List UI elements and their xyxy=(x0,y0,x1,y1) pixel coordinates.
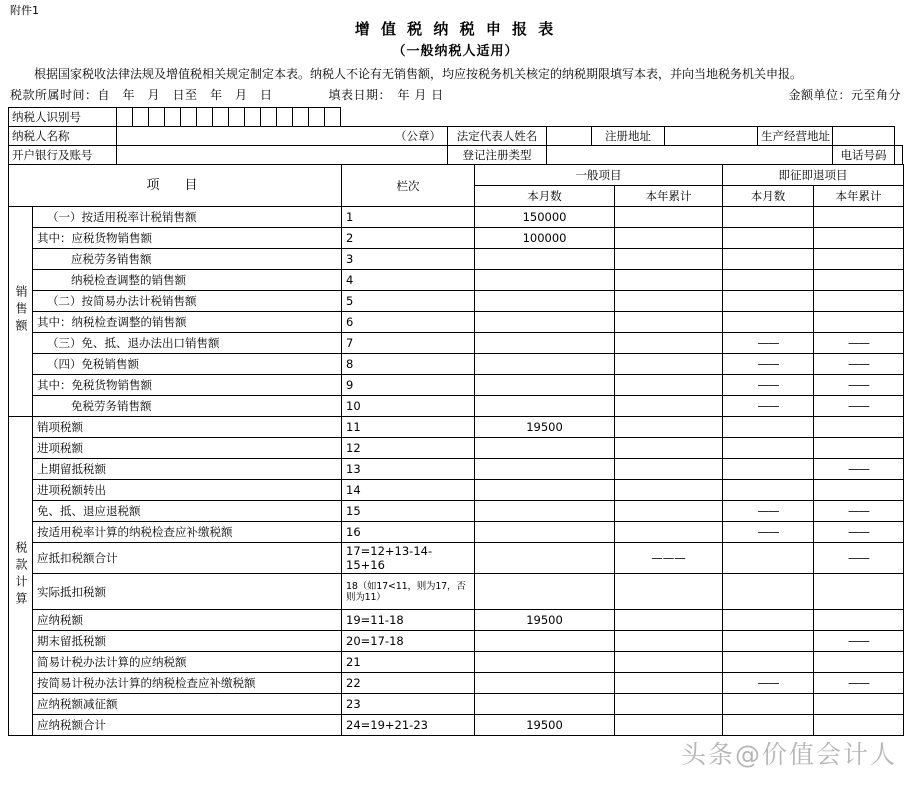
taxpayer-id-box[interactable] xyxy=(197,108,213,127)
table-row xyxy=(9,375,904,396)
cell-refund-year[interactable]: —— xyxy=(814,673,904,694)
cell-general-year[interactable] xyxy=(615,270,723,291)
bank-account-label: 开户银行及账号 xyxy=(9,146,117,165)
cell-refund-month[interactable]: —— xyxy=(723,333,814,354)
side-label-sales-text: 销售额 xyxy=(14,284,28,336)
cell-refund-year[interactable] xyxy=(814,312,904,333)
bank-account-field[interactable] xyxy=(117,146,448,165)
cell-general-year[interactable] xyxy=(615,522,723,543)
row-line-number: 10 xyxy=(342,396,475,417)
cell-general-month[interactable] xyxy=(475,574,615,610)
row-line-number: 7 xyxy=(342,333,475,354)
cell-general-month[interactable] xyxy=(475,312,615,333)
cell-general-month[interactable]: 19500 xyxy=(475,715,615,736)
cell-general-month[interactable] xyxy=(475,694,615,715)
cell-general-year[interactable] xyxy=(615,673,723,694)
row-item-label: 按适用税率计算的纳税检查应补缴税额 xyxy=(33,522,342,543)
row-item-label: 应税劳务销售额 xyxy=(33,249,342,270)
phone-label: 电话号码 xyxy=(833,146,895,165)
cell-general-year[interactable] xyxy=(615,574,723,610)
cell-general-year[interactable] xyxy=(615,501,723,522)
tax-calculation-section xyxy=(9,417,904,736)
table-row xyxy=(9,459,904,480)
table-row xyxy=(9,673,904,694)
taxpayer-name-label: 纳税人名称 xyxy=(9,127,117,146)
row-line-number: 6 xyxy=(342,312,475,333)
table-row xyxy=(9,249,904,270)
cell-general-month[interactable]: 19500 xyxy=(475,610,615,631)
bank-account-row xyxy=(9,146,903,165)
table-row xyxy=(9,631,904,652)
cell-general-year[interactable] xyxy=(615,354,723,375)
cell-refund-month[interactable]: —— xyxy=(723,375,814,396)
cell-general-year[interactable] xyxy=(615,228,723,249)
taxpayer-id-box[interactable] xyxy=(149,108,165,127)
cell-general-year[interactable] xyxy=(615,610,723,631)
taxpayer-id-box[interactable] xyxy=(325,108,341,127)
cell-general-month[interactable] xyxy=(475,480,615,501)
cell-refund-month[interactable] xyxy=(723,543,814,574)
cell-general-month[interactable] xyxy=(475,249,615,270)
row-line-number: 19=11-18 xyxy=(342,610,475,631)
taxpayer-id-box[interactable] xyxy=(293,108,309,127)
cell-refund-month[interactable] xyxy=(723,249,814,270)
row-line-number: 9 xyxy=(342,375,475,396)
legal-rep-field[interactable] xyxy=(547,127,592,146)
side-label-sales xyxy=(9,207,33,417)
table-row xyxy=(9,543,904,574)
row-item-label: 应纳税额 xyxy=(33,610,342,631)
row-line-number: 13 xyxy=(342,459,475,480)
cell-refund-month[interactable] xyxy=(723,480,814,501)
row-line-number: 15 xyxy=(342,501,475,522)
cell-refund-month[interactable] xyxy=(723,652,814,673)
cell-general-month[interactable] xyxy=(475,354,615,375)
row-item-label: 其中：应税货物销售额 xyxy=(33,228,342,249)
taxpayer-id-trailing-space xyxy=(341,108,895,127)
cell-general-month[interactable]: 150000 xyxy=(475,207,615,228)
cell-refund-month[interactable] xyxy=(723,631,814,652)
cell-general-year[interactable] xyxy=(615,652,723,673)
cell-refund-year[interactable]: —— xyxy=(814,501,904,522)
row-item-label: 实际抵扣税额 xyxy=(33,574,342,610)
table-row xyxy=(9,354,904,375)
row-line-number: 20=17-18 xyxy=(342,631,475,652)
row-line-number: 12 xyxy=(342,438,475,459)
cell-refund-year[interactable] xyxy=(814,291,904,312)
amount-unit-label: 金额单位：元至角分 xyxy=(788,88,901,102)
taxpayer-id-box[interactable] xyxy=(165,108,181,127)
table-row xyxy=(9,652,904,673)
row-item-label: 应纳税额减征额 xyxy=(33,694,342,715)
taxpayer-id-box[interactable] xyxy=(117,108,133,127)
row-item-label: （四）免税销售额 xyxy=(33,354,342,375)
watermark: 头条@价值会计人 xyxy=(680,740,897,769)
cell-refund-month[interactable] xyxy=(723,312,814,333)
col-group-refund: 即征即退项目 xyxy=(723,165,904,186)
row-item-label: 销项税额 xyxy=(33,417,342,438)
taxpayer-id-box[interactable] xyxy=(181,108,197,127)
cell-general-month[interactable] xyxy=(475,501,615,522)
row-line-number: 1 xyxy=(342,207,475,228)
table-row xyxy=(9,228,904,249)
taxpayer-id-box[interactable] xyxy=(277,108,293,127)
cell-refund-month[interactable]: —— xyxy=(723,354,814,375)
cell-general-year[interactable] xyxy=(615,396,723,417)
row-item-label: 进项税额 xyxy=(33,438,342,459)
cell-refund-month[interactable] xyxy=(723,417,814,438)
row-line-number: 2 xyxy=(342,228,475,249)
fill-date-label: 填表日期： 年 月 日 xyxy=(328,88,444,102)
table-row xyxy=(9,270,904,291)
cell-refund-year[interactable] xyxy=(814,715,904,736)
cell-refund-year[interactable]: —— xyxy=(814,543,904,574)
table-row xyxy=(9,438,904,459)
row-line-number: 3 xyxy=(342,249,475,270)
cell-refund-year[interactable] xyxy=(814,694,904,715)
table-row xyxy=(9,333,904,354)
cell-refund-month[interactable] xyxy=(723,438,814,459)
page-title: 增 值 税 纳 税 申 报 表 xyxy=(354,20,557,38)
row-line-number: 14 xyxy=(342,480,475,501)
cell-general-year[interactable] xyxy=(615,417,723,438)
cell-general-month[interactable] xyxy=(475,396,615,417)
registration-type-label: 登记注册类型 xyxy=(448,146,547,165)
row-line-number: 23 xyxy=(342,694,475,715)
cell-general-month[interactable] xyxy=(475,291,615,312)
cell-general-year[interactable] xyxy=(615,312,723,333)
cell-refund-month[interactable]: —— xyxy=(723,522,814,543)
cell-general-year[interactable] xyxy=(615,375,723,396)
row-line-number: 4 xyxy=(342,270,475,291)
cell-general-month[interactable] xyxy=(475,333,615,354)
cell-general-year[interactable] xyxy=(615,459,723,480)
cell-refund-year[interactable] xyxy=(814,270,904,291)
cell-general-year[interactable]: ——— xyxy=(615,543,723,574)
cell-general-year[interactable] xyxy=(615,333,723,354)
row-line-number: 22 xyxy=(342,673,475,694)
cell-general-month[interactable] xyxy=(475,270,615,291)
cell-refund-year[interactable]: —— xyxy=(814,459,904,480)
cell-general-month[interactable]: 19500 xyxy=(475,417,615,438)
cell-refund-year[interactable] xyxy=(814,574,904,610)
cell-refund-year[interactable] xyxy=(814,652,904,673)
table-row xyxy=(9,694,904,715)
taxpayer-id-box[interactable] xyxy=(261,108,277,127)
cell-general-year[interactable] xyxy=(615,480,723,501)
table-row xyxy=(9,207,904,228)
intro-paragraph: 根据国家税收法律法规及增值税相关规定制定本表。纳税人不论有无销售额，均应按税务机关核定的纳税期限填写本表，并向当地税务机关申报。 xyxy=(34,67,803,81)
cell-general-month[interactable]: 100000 xyxy=(475,228,615,249)
business-address-field[interactable] xyxy=(833,127,895,146)
row-item-label: 免税劳务销售额 xyxy=(33,396,342,417)
cell-refund-month[interactable] xyxy=(723,228,814,249)
col-group-general: 一般项目 xyxy=(475,165,723,186)
cell-refund-year[interactable]: —— xyxy=(814,375,904,396)
row-line-number: 16 xyxy=(342,522,475,543)
row-item-label: （一）按适用税率计税销售额 xyxy=(33,207,342,228)
row-item-label: 应抵扣税额合计 xyxy=(33,543,342,574)
cell-general-year[interactable] xyxy=(615,207,723,228)
table-row xyxy=(9,501,904,522)
col-header-item: 项 目 xyxy=(9,165,342,207)
cell-refund-year[interactable] xyxy=(814,228,904,249)
side-label-tax-text: 税款计算 xyxy=(14,540,28,609)
cell-refund-year[interactable] xyxy=(814,480,904,501)
cell-refund-month[interactable]: —— xyxy=(723,396,814,417)
row-line-number: 5 xyxy=(342,291,475,312)
taxpayer-name-field[interactable]: （公章） xyxy=(117,127,448,146)
legal-rep-label: 法定代表人姓名 xyxy=(448,127,547,146)
row-item-label: 纳税检查调整的销售额 xyxy=(33,270,342,291)
table-row xyxy=(9,291,904,312)
table-row xyxy=(9,715,904,736)
cell-refund-year[interactable] xyxy=(814,610,904,631)
col-refund-year: 本年累计 xyxy=(814,186,904,207)
taxpayer-id-box[interactable] xyxy=(213,108,229,127)
cell-general-month[interactable] xyxy=(475,459,615,480)
row-line-number: 11 xyxy=(342,417,475,438)
row-item-label: 进项税额转出 xyxy=(33,480,342,501)
registered-address-field[interactable] xyxy=(665,127,758,146)
page-subtitle: （一般纳税人适用） xyxy=(392,44,519,59)
row-item-label: 按简易计税办法计算的纳税检查应补缴税额 xyxy=(33,673,342,694)
cell-general-year[interactable] xyxy=(615,715,723,736)
cell-general-year[interactable] xyxy=(615,438,723,459)
cell-general-year[interactable] xyxy=(615,631,723,652)
row-item-label: 免、抵、退应退税额 xyxy=(33,501,342,522)
row-item-label: （三）免、抵、退办法出口销售额 xyxy=(33,333,342,354)
cell-general-month[interactable] xyxy=(475,673,615,694)
cell-refund-month[interactable] xyxy=(723,270,814,291)
table-row xyxy=(9,312,904,333)
row-item-label: 期末留抵税额 xyxy=(33,631,342,652)
cell-refund-year[interactable]: —— xyxy=(814,631,904,652)
cell-refund-month[interactable] xyxy=(723,694,814,715)
phone-field[interactable] xyxy=(895,146,903,165)
taxpayer-id-box[interactable] xyxy=(245,108,261,127)
cell-refund-month[interactable] xyxy=(723,574,814,610)
cell-general-month[interactable] xyxy=(475,438,615,459)
col-refund-month: 本月数 xyxy=(723,186,814,207)
taxpayer-name-row xyxy=(9,127,903,146)
attachment-label: 附件1 xyxy=(10,4,39,17)
row-line-number: 24=19+21-23 xyxy=(342,715,475,736)
table-row xyxy=(9,396,904,417)
cell-refund-month[interactable]: —— xyxy=(723,673,814,694)
cell-general-month[interactable] xyxy=(475,375,615,396)
row-item-label: 其中：免税货物销售额 xyxy=(33,375,342,396)
declaration-table xyxy=(8,164,904,736)
cell-general-month[interactable] xyxy=(475,543,615,574)
row-item-label: 上期留抵税额 xyxy=(33,459,342,480)
cell-general-year[interactable] xyxy=(615,291,723,312)
taxpayer-id-row xyxy=(9,108,903,127)
taxpayer-id-box[interactable] xyxy=(133,108,149,127)
cell-refund-year[interactable]: —— xyxy=(814,522,904,543)
cell-refund-year[interactable] xyxy=(814,438,904,459)
cell-refund-month[interactable] xyxy=(723,610,814,631)
cell-refund-month[interactable] xyxy=(723,291,814,312)
table-row xyxy=(9,610,904,631)
cell-refund-month[interactable] xyxy=(723,715,814,736)
table-row xyxy=(9,574,904,610)
row-line-number: 17=12+13-14-15+16 xyxy=(342,543,475,574)
cell-refund-year[interactable]: —— xyxy=(814,396,904,417)
row-item-label: 应纳税额合计 xyxy=(33,715,342,736)
cell-general-year[interactable] xyxy=(615,249,723,270)
side-label-tax xyxy=(9,417,33,736)
registration-type-field[interactable] xyxy=(547,146,833,165)
cell-refund-month[interactable]: —— xyxy=(723,501,814,522)
cell-refund-year[interactable]: —— xyxy=(814,333,904,354)
cell-refund-year[interactable] xyxy=(814,207,904,228)
taxpayer-id-label: 纳税人识别号 xyxy=(9,108,117,127)
row-item-label: 其中：纳税检查调整的销售额 xyxy=(33,312,342,333)
col-general-month: 本月数 xyxy=(475,186,615,207)
cell-refund-year[interactable] xyxy=(814,417,904,438)
meta-line xyxy=(8,87,903,104)
row-line-number: 21 xyxy=(342,652,475,673)
table-header-row-1 xyxy=(9,165,904,186)
tax-period-label: 税款所属时间：自 年 月 日至 年 月 日 xyxy=(10,88,273,102)
cell-refund-year[interactable]: —— xyxy=(814,354,904,375)
row-item-label: （二）按简易办法计税销售额 xyxy=(33,291,342,312)
cell-general-year[interactable] xyxy=(615,694,723,715)
col-general-year: 本年累计 xyxy=(615,186,723,207)
cell-refund-month[interactable] xyxy=(723,207,814,228)
sales-section xyxy=(9,207,904,417)
col-header-line: 栏次 xyxy=(342,165,475,207)
table-row xyxy=(9,522,904,543)
row-line-number: 8 xyxy=(342,354,475,375)
taxpayer-id-box[interactable] xyxy=(229,108,245,127)
table-row xyxy=(9,480,904,501)
cell-general-month[interactable] xyxy=(475,631,615,652)
taxpayer-id-box[interactable] xyxy=(309,108,325,127)
cell-refund-year[interactable] xyxy=(814,249,904,270)
row-line-number: 18（如17<11，则为17，否则为11） xyxy=(342,574,475,610)
taxpayer-info-table xyxy=(8,107,903,165)
cell-general-month[interactable] xyxy=(475,522,615,543)
cell-general-month[interactable] xyxy=(475,652,615,673)
cell-refund-month[interactable] xyxy=(723,459,814,480)
table-row xyxy=(9,417,904,438)
registered-address-label: 注册地址 xyxy=(592,127,665,146)
business-address-label: 生产经营地址 xyxy=(758,127,833,146)
row-item-label: 简易计税办法计算的应纳税额 xyxy=(33,652,342,673)
